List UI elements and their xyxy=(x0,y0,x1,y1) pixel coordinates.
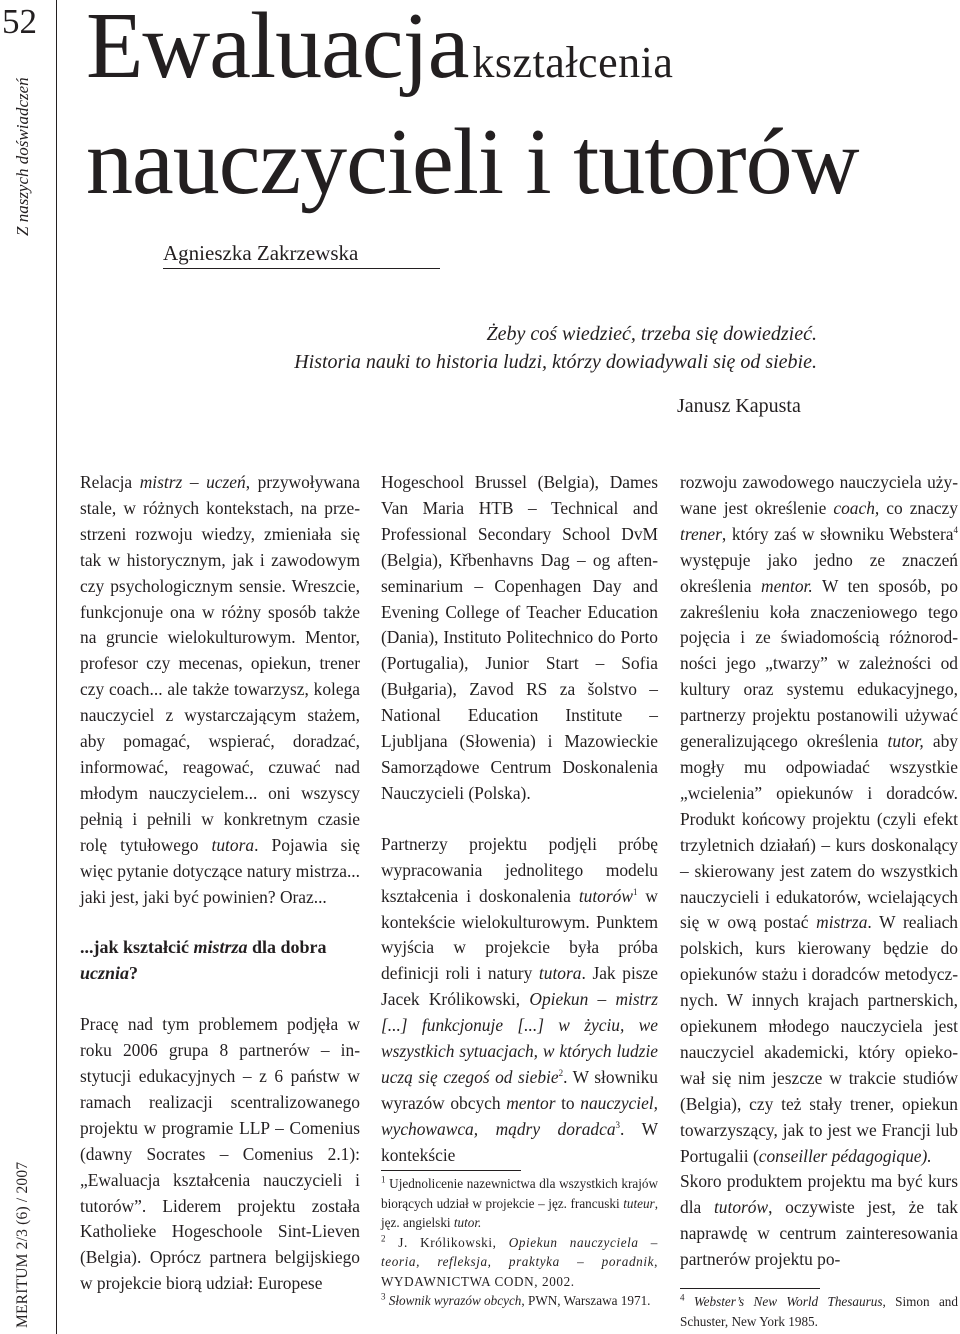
footnote-rule-col2 xyxy=(381,1170,521,1171)
column-3 xyxy=(680,470,958,1273)
epigraph-line-2: Historia nauki to historia ludzi, którzy dowiadywali się od siebie. xyxy=(294,351,817,373)
footnotes-col3 xyxy=(680,1292,958,1331)
col1-paragraph-1: Relacja mistrz – uczeń, przywoływana stale, w różnych kontekstach, na przestrzeni rozwoju wiedzy, zmieniała się tak w historycznym, jak i zawodowym czy psychologicznym sensie. Wreszcie, funkcjonuje ona w różny sposób także na gruncie wielokulturowym. Mentor, profesor czy mecenas, opiekun, trener czy coach... ale także towarzysz, kolega nauczyciel z wystarczającym stażem, aby pomagać, wspierać, doradzać, informować, reagować, czuwać nad młodym nauczycielem... oni wszyscy pełnią i pełnili w konkretnym czasie rolę tytułowego tutora. Pojawia się więc pytanie dotyczące natury mistrza... jaki jest, jaki być powinien? Oraz... xyxy=(80,472,360,907)
journal-label: MERITUM 2/3 (6) / 2007 xyxy=(14,1161,31,1328)
col2-paragraph-2: Partnerzy projektu podjęli próbę wypracowania jednolitego modelu kształcenia i doskonalenia tutorów$^1$ w kontekście wielokulturowym. Punktem wyjścia w projekcie była próba definicji roli i natury tutora. Jak pisze Jacek Królikowski, Opiekun – mistrz [...] funkcjonuje [...] w życiu, we wszystkich sytuacjach, w których ludzie uczą się czegoś od siebie$^2$. W słowniku wyrazów obcych mentor to nauczyciel, wychowawca, mądry doradca$^3$. W kontekście xyxy=(381,833,658,1165)
column-2 xyxy=(381,470,658,1169)
title-word-1: Ewaluacja xyxy=(86,0,469,98)
footnote-rule-col3 xyxy=(680,1288,820,1289)
article-title-line-2: nauczycieli i tutorów xyxy=(86,110,859,214)
footnote-3: $^3$ Słownik wyrazów obcych, PWN, Warszawa 1971. xyxy=(381,1291,651,1308)
epigraph xyxy=(294,320,817,376)
footnote-2: $^2$ J. Królikowski, Opiekun nauczyciela – teoria, refleksja, praktyka – poradnik, WYDAWNICTWA CODN, 2002. xyxy=(381,1233,658,1289)
footnotes-col2 xyxy=(381,1174,658,1311)
article-title-line-1 xyxy=(86,0,673,123)
col3-paragraph-1: rozwoju zawodowego nauczyciela używane jest określenie coach, co znaczy trener, który zaś w słowniku Webstera$^4$ występuje jako jedno ze znaczeń określenia mentor. W ten sposób, po zakreśleniu koła znaczeniowego tego pojęcia i ze świadomością różnorodności jego „twarzy” w zależności od kultury oraz systemu edukacyjnego, partnerzy projektu postanowili używać generalizującego określenia tutor, aby mogły mu odpowiadać wszystkie „wcielenia” opiekunów i doradców. Produkt końcowy projektu (czyli efekt trzyletnich działań) – kurs doskonalący – skierowany jest zatem do wszystkich nauczycieli i edukatorów, wcielających się w ową postać mistrza. W realiach polskich, kurs kierowany będzie do opiekunów stażu i doradców metodycznych. W innych krajach partnerskich, opiekunem młodego nauczyciela jest nauczyciel akademicki, który opiekował się nim jeszcze w trakcie studiów (Belgia), czy też stały trener, opiekun towarzyszący, jak to jest we Francji lub Portugalii (conseiller pédagogique). xyxy=(680,472,959,1166)
footnote-1: $^1$ Ujednolicenie nazewnictwa dla wszystkich krajów biorących udział w projekcie – jęz. francuski tuteur, jęz. angielski tutor. xyxy=(381,1174,658,1230)
epigraph-line-1: Żeby coś wiedzieć, trzeba się dowiedzieć. xyxy=(486,323,817,345)
title-word-2: kształcenia xyxy=(472,38,674,87)
section-label: Z naszych doświadczeń xyxy=(13,77,32,236)
epigraph-author: Janusz Kapusta xyxy=(677,395,801,417)
col3-paragraph-2: Skoro produktem projektu ma być kurs dla tutorów, oczywiste jest, że tak naprawdę w centrum zainteresowania partnerów projektu po- xyxy=(680,1171,959,1270)
author-name: Agnieszka Zakrzewska xyxy=(163,240,440,269)
col1-paragraph-2: Pracę nad tym problemem podjęła w roku 2006 grupa 8 partnerów – instytucji edukacyjnych – z 6 państw w ramach realizacji scentralizowanego projektu w programie LLP – Comenius (dawny Socrates – Comenius 2.1): „Ewaluacja kształcenia nauczycieli i tutorów”. Liderem projektu została Katholieke Hogeschoole Sint-Lieven (Belgia). Oprócz partnera belgijskiego w projekcie biorą udział: Europese xyxy=(80,1014,360,1294)
vertical-rule xyxy=(56,0,57,1334)
col1-subheading: ...jak kształcić mistrza dla dobra ucznia? xyxy=(80,937,327,984)
page-number: 52 xyxy=(2,2,37,41)
column-1 xyxy=(80,470,360,1297)
col2-paragraph-1: Hogeschool Brussel (Belgia), Dames Van Maria HTB – Technical and Professional Secondary School DvM (Belgia), Křbenhavns Dag – og aftenseminarium – Copenhagen Day and Evening College of Teacher Education (Dania), Instituto Politechnico do Porto (Portugalia), Junior Start – Sofia (Bułgaria), Zavod RS za šolstvo – National Education Institute – Ljubljana (Słowenia) i Mazowieckie Samorządowe Centrum Doskonalenia Nauczycieli (Polska). xyxy=(381,472,658,803)
footnote-4: $^4$ Webster’s New World Thesaurus, Simon and Schuster, New York 1985. xyxy=(680,1292,958,1329)
